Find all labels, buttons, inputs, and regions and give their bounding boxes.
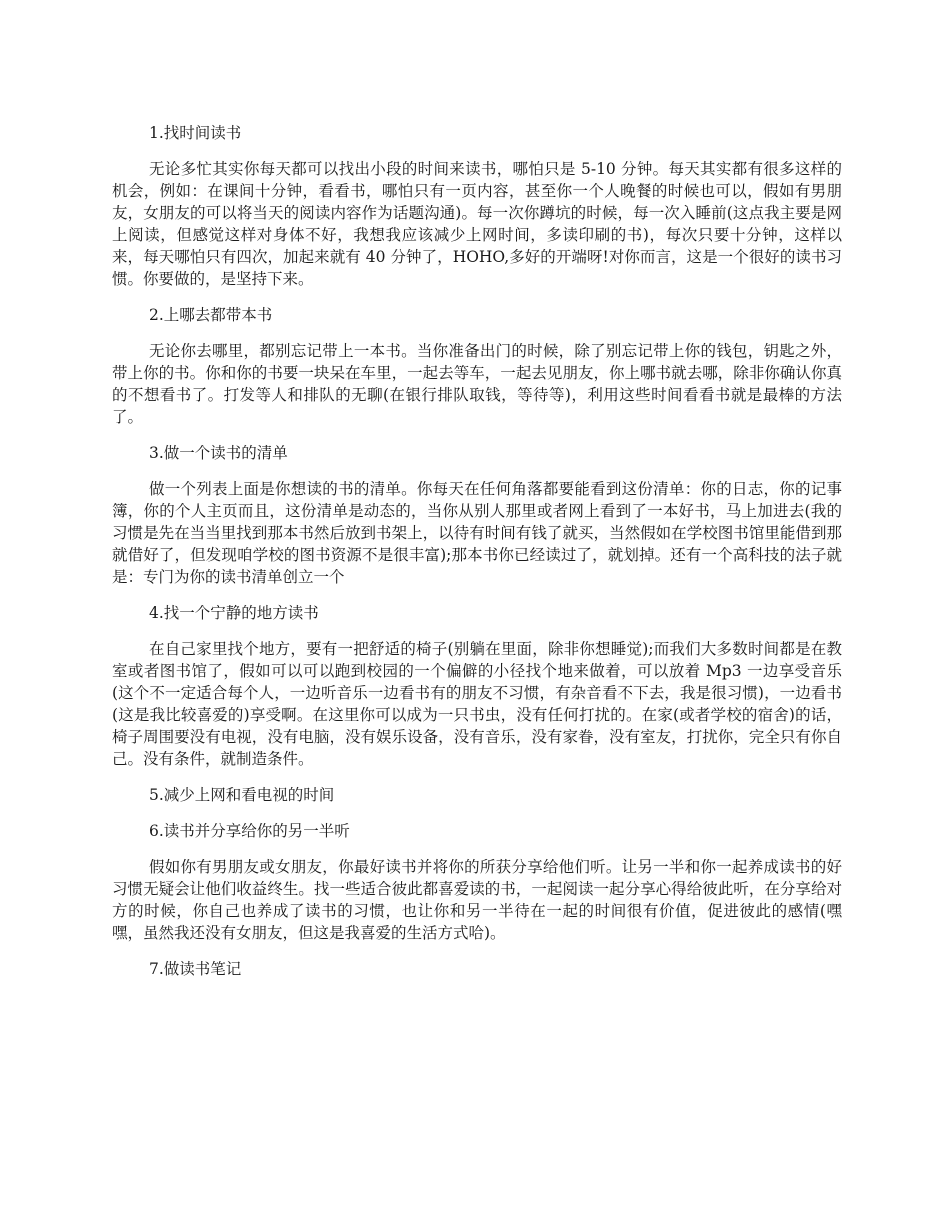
section-body-2: 无论你去哪里，都别忘记带上一本书。当你准备出门的时候，除了别忘记带上你的钱包，钥匙之外，带上你的书。你和你的书要一块呆在车里，一起去等车，一起去见朋友，你上哪书就去哪，除非你确认你真的不想看书了。打发等人和排队的无聊(在银行排队取钱，等待等)，利用这些时间看看书就是最棒的方法了。 (112, 342, 842, 426)
section-heading-2: 2.上哪去都带本书 (149, 306, 273, 324)
section-heading-1: 1.找时间读书 (149, 124, 242, 142)
section-body-4: 在自己家里找个地方，要有一把舒适的椅子(别躺在里面，除非你想睡觉);而我们大多数时间都是在教室或者图书馆了，假如可以可以跑到校园的一个偏僻的小径找个地来做着，可以放着 Mp3 一边享受音乐(这个不一定适合每个人，一边听音乐一边看书有的朋友不习惯，有杂音看不下去，我是很习惯)，一边看书(这是我比较喜爱的)享受啊。在这里你可以成为一只书虫，没有任何打扰的。在家(或者学校的宿舍)的话，椅子周围要没有电视，没有电脑，没有娱乐设备，没有音乐，没有家眷，没有室友，打扰你，完全只有你自己。没有条件，就制造条件。 (112, 640, 842, 768)
section-heading-6: 6.读书并分享给你的另一半听 (149, 822, 350, 840)
section-heading-3: 3.做一个读书的清单 (149, 444, 288, 462)
section-body-1: 无论多忙其实你每天都可以找出小段的时间来读书，哪怕只是 5-10 分钟。每天其实都有很多这样的机会，例如：在课间十分钟，看看书，哪怕只有一页内容，甚至你一个人晚餐的时候也可以，假如有男朋友，女朋友的可以将当天的阅读内容作为话题沟通)。每一次你蹲坑的时候，每一次入睡前(这点我主要是网上阅读，但感觉这样对身体不好，我想我应该减少上网时间，多读印刷的书)，每次只要十分钟，这样以来，每天哪怕只有四次，加起来就有 40 分钟了，HOHO,多好的开端呀!对你而言，这是一个很好的读书习惯。你要做的，是坚持下来。 (112, 160, 842, 288)
section-body-6: 假如你有男朋友或女朋友，你最好读书并将你的所获分享给他们听。让另一半和你一起养成读书的好习惯无疑会让他们收益终生。找一些适合彼此都喜爱读的书，一起阅读一起分享心得给彼此听，在分享给对方的时候，你自己也养成了读书的习惯，也让你和另一半待在一起的时间很有价值，促进彼此的感情(嘿嘿，虽然我还没有女朋友，但这是我喜爱的生活方式哈)。 (112, 858, 842, 942)
section-heading-7: 7.做读书笔记 (149, 960, 242, 978)
section-body-3: 做一个列表上面是你想读的书的清单。你每天在任何角落都要能看到这份清单：你的日志，你的记事簿，你的个人主页而且，这份清单是动态的，当你从别人那里或者网上看到了一本好书，马上加进去(我的习惯是先在当当里找到那本书然后放到书架上，以待有时间有钱了就买，当然假如在学校图书馆里能借到那就借好了，但发现咱学校的图书资源不是很丰富);那本书你已经读过了，就划掉。还有一个高科技的法子就是：专门为你的读书清单创立一个 (112, 480, 842, 586)
section-heading-4: 4.找一个宁静的地方读书 (149, 604, 319, 622)
document-page (112, 122, 842, 980)
section-heading-5: 5.减少上网和看电视的时间 (149, 786, 335, 804)
